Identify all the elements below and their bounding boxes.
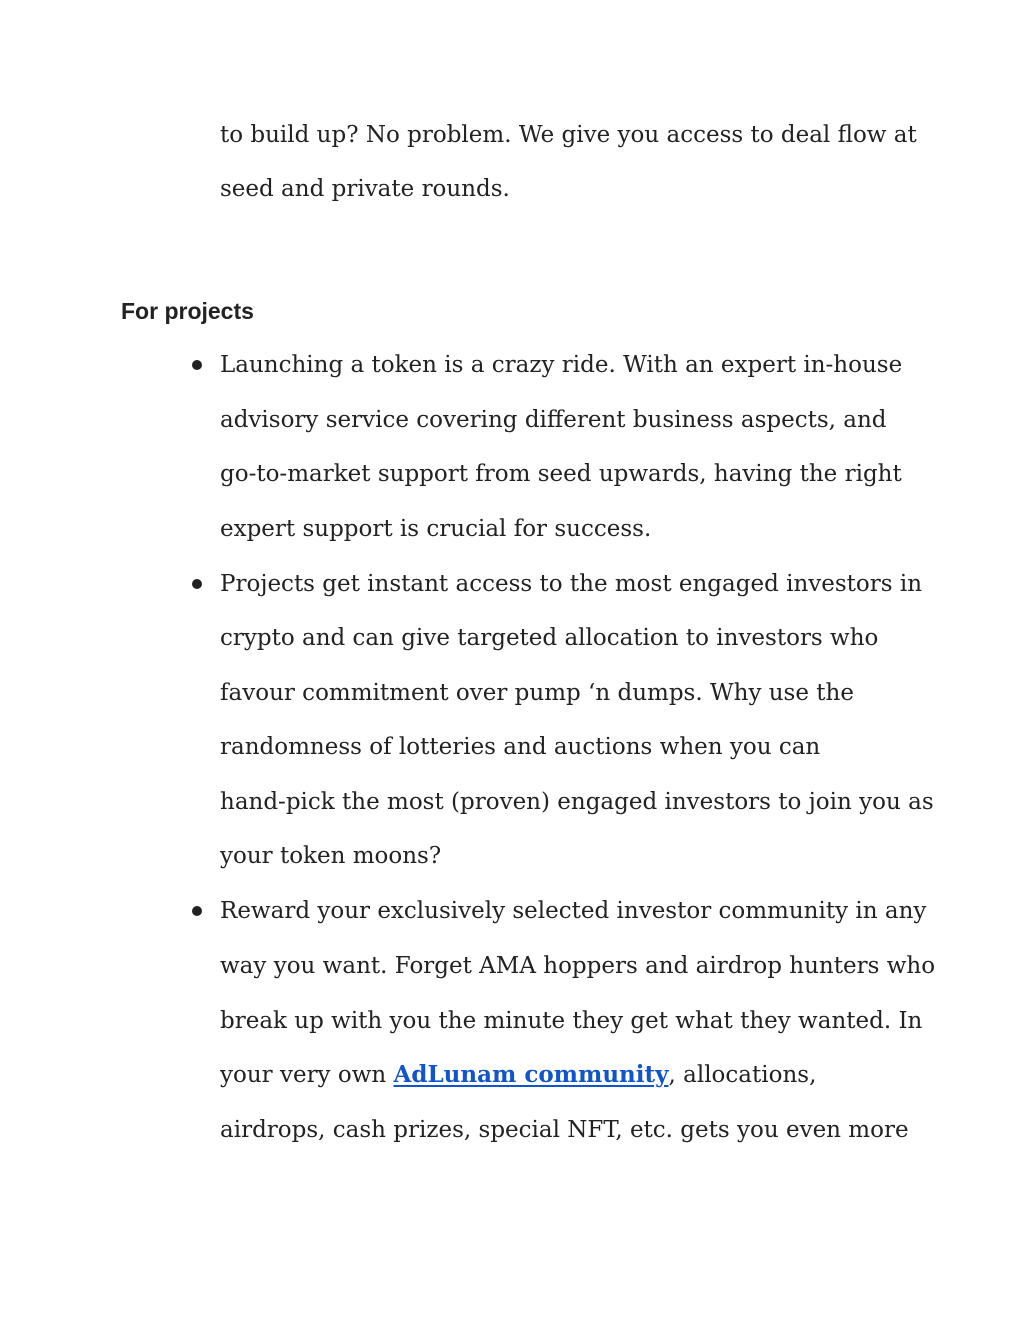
bullet-3-line-4 (220, 1060, 816, 1090)
bullet-point-1 (189, 350, 205, 380)
bullet-dot-icon (192, 579, 202, 589)
bullet-2-line-2: crypto and can give targeted allocation to investors who (220, 625, 879, 651)
bullet-2-line-1: Projects get instant access to the most engaged investors in (220, 571, 923, 597)
bullet-1-line-1: Launching a token is a crazy ride. With an expert in-house (220, 352, 903, 378)
bullet-2-line-3: favour commitment over pump ‘n dumps. Why use the (220, 680, 854, 706)
intro-line-1: to build up? No problem. We give you access to deal flow at (220, 122, 917, 148)
bullet-2-line-4: randomness of lotteries and auctions when you can (220, 734, 821, 760)
bullet-2-line-6: your token moons? (220, 843, 442, 869)
bullet-dot-icon (192, 906, 202, 916)
adlunam-community-link[interactable]: AdLunam community (393, 1061, 669, 1088)
bullet-3-line-4-end: , allocations, (668, 1062, 817, 1088)
bullet-point-2 (189, 569, 205, 599)
bullet-3-line-2: way you want. Forget AMA hoppers and airdrop hunters who (220, 953, 936, 979)
bullet-point-3 (189, 896, 205, 926)
bullet-dot-icon (192, 360, 202, 370)
bullet-2-line-5: hand-pick the most (proven) engaged investors to join you as (220, 789, 934, 815)
section-heading: For projects (121, 298, 254, 324)
bullet-1-line-4: expert support is crucial for success. (220, 516, 652, 542)
bullet-3-line-5: airdrops, cash prizes, special NFT, etc. gets you even more (220, 1117, 909, 1143)
bullet-3-line-3: break up with you the minute they get what they wanted. In (220, 1008, 923, 1034)
bullet-3-line-1: Reward your exclusively selected investor community in any (220, 898, 927, 924)
bullet-1-line-2: advisory service covering different business aspects, and (220, 407, 887, 433)
intro-line-2: seed and private rounds. (220, 176, 510, 202)
bullet-3-line-4-start: your very own (220, 1062, 394, 1088)
bullet-1-line-3: go-to-market support from seed upwards, having the right (220, 461, 902, 487)
